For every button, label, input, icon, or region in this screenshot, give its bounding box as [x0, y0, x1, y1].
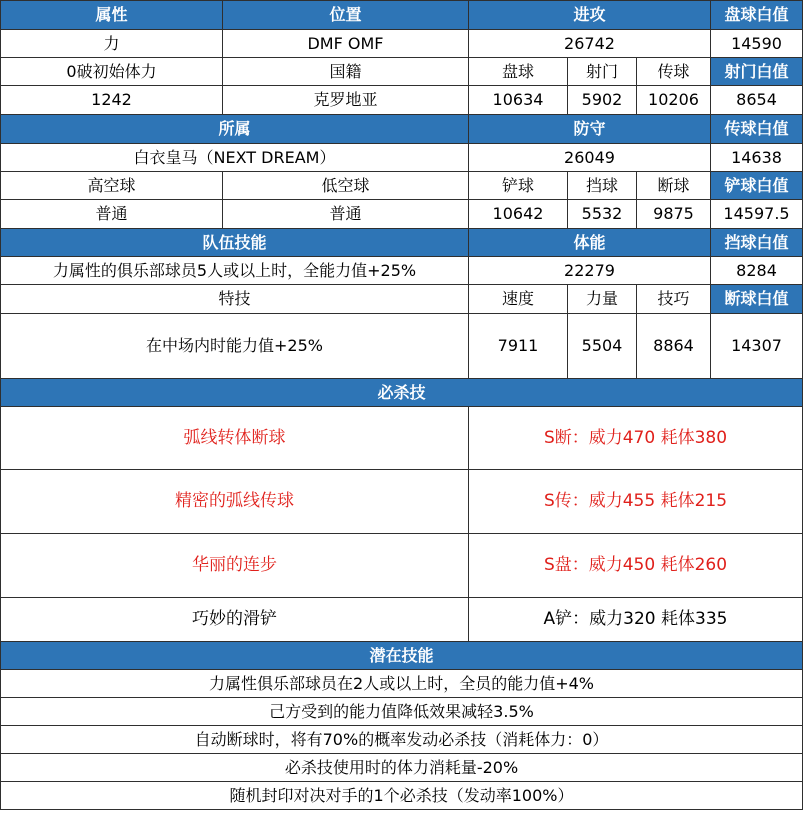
potential-row: [1, 726, 803, 754]
block-white-header: 挡球白值: [711, 229, 803, 257]
attribute-value: 力: [1, 30, 223, 58]
high-ball-value: 普通: [1, 200, 223, 229]
shoot-white-header: 射门白值: [711, 58, 803, 86]
attack-total: 26742: [469, 30, 711, 58]
shoot-label: 射门: [568, 58, 637, 86]
special-move-name: 弧线转体断球: [1, 407, 469, 470]
dribble-value: 10634: [469, 86, 568, 115]
block-value: 5532: [568, 200, 637, 229]
affiliation-row-2: [1, 172, 803, 200]
stamina-total: 22279: [469, 257, 711, 285]
potential-header-row: [1, 642, 803, 670]
potential-row: [1, 698, 803, 726]
intercept-value: 9875: [637, 200, 711, 229]
attribute-header: 属性: [1, 1, 223, 30]
basic-row-1: [1, 30, 803, 58]
basic-row-2: [1, 58, 803, 86]
special-move-stats: A铲：威力320 耗体335: [469, 598, 803, 642]
technique-label: 技巧: [637, 285, 711, 314]
intercept-white-header: 断球白值: [711, 285, 803, 314]
team-skill-row-2: [1, 285, 803, 314]
stamina-header: 体能: [469, 229, 711, 257]
defense-total: 26049: [469, 144, 711, 172]
potential-item: 必杀技使用时的体力消耗量-20%: [1, 754, 803, 782]
special-move-stats: S盘：威力450 耗体260: [469, 534, 803, 598]
special-move-stats: S传：威力455 耗体215: [469, 470, 803, 534]
attack-header: 进攻: [469, 1, 711, 30]
special-move-row: [1, 407, 803, 470]
shoot-white-value: 8654: [711, 86, 803, 115]
club-value: 白衣皇马（NEXT DREAM）: [1, 144, 469, 172]
high-ball-label: 高空球: [1, 172, 223, 200]
pass-white-header: 传球白值: [711, 115, 803, 144]
nationality-value: 克罗地亚: [223, 86, 469, 115]
tackle-label: 铲球: [469, 172, 568, 200]
initial-stamina-label: 0破初始体力: [1, 58, 223, 86]
position-value: DMF OMF: [223, 30, 469, 58]
potential-row: [1, 754, 803, 782]
tackle-value: 10642: [469, 200, 568, 229]
affiliation-header: 所属: [1, 115, 469, 144]
tackle-white-value: 14597.5: [711, 200, 803, 229]
potential-row: [1, 670, 803, 698]
header-row-1: [1, 1, 803, 30]
team-skill-header: 队伍技能: [1, 229, 469, 257]
block-white-value: 8284: [711, 257, 803, 285]
intercept-label: 断球: [637, 172, 711, 200]
intercept-white-value: 14307: [711, 314, 803, 379]
special-move-row: [1, 598, 803, 642]
special-move-name: 精密的弧线传球: [1, 470, 469, 534]
potential-item: 随机封印对决对手的1个必杀技（发动率100%）: [1, 782, 803, 810]
power-value: 5504: [568, 314, 637, 379]
block-label: 挡球: [568, 172, 637, 200]
speed-label: 速度: [469, 285, 568, 314]
header-row-2: [1, 115, 803, 144]
special-moves-header: 必杀技: [1, 379, 803, 407]
pass-label: 传球: [637, 58, 711, 86]
potential-row: [1, 782, 803, 810]
pass-value: 10206: [637, 86, 711, 115]
header-row-3: [1, 229, 803, 257]
nationality-label: 国籍: [223, 58, 469, 86]
initial-stamina-value: 1242: [1, 86, 223, 115]
affiliation-row-3: [1, 200, 803, 229]
special-move-name: 华丽的连步: [1, 534, 469, 598]
special-moves-header-row: [1, 379, 803, 407]
team-skill-row-1: [1, 257, 803, 285]
potential-item: 己方受到的能力值降低效果减轻3.5%: [1, 698, 803, 726]
potential-header: 潜在技能: [1, 642, 803, 670]
potential-item: 自动断球时，将有70%的概率发动必杀技（消耗体力：0）: [1, 726, 803, 754]
pass-white-value: 14638: [711, 144, 803, 172]
position-header: 位置: [223, 1, 469, 30]
speed-value: 7911: [469, 314, 568, 379]
low-ball-value: 普通: [223, 200, 469, 229]
technique-value: 8864: [637, 314, 711, 379]
potential-item: 力属性俱乐部球员在2人或以上时，全员的能力值+4%: [1, 670, 803, 698]
team-skill-row-3: [1, 314, 803, 379]
affiliation-row-1: [1, 144, 803, 172]
special-move-row: [1, 534, 803, 598]
tackle-white-header: 铲球白值: [711, 172, 803, 200]
special-move-stats: S断：威力470 耗体380: [469, 407, 803, 470]
low-ball-label: 低空球: [223, 172, 469, 200]
shoot-value: 5902: [568, 86, 637, 115]
special-value: 在中场内时能力值+25%: [1, 314, 469, 379]
special-move-name: 巧妙的滑铲: [1, 598, 469, 642]
special-label: 特技: [1, 285, 469, 314]
power-label: 力量: [568, 285, 637, 314]
special-move-row: [1, 470, 803, 534]
team-skill-value: 力属性的俱乐部球员5人或以上时，全能力值+25%: [1, 257, 469, 285]
defense-header: 防守: [469, 115, 711, 144]
basic-row-3: [1, 86, 803, 115]
dribble-label: 盘球: [469, 58, 568, 86]
dribble-white-header: 盘球白值: [711, 1, 803, 30]
dribble-white-value: 14590: [711, 30, 803, 58]
